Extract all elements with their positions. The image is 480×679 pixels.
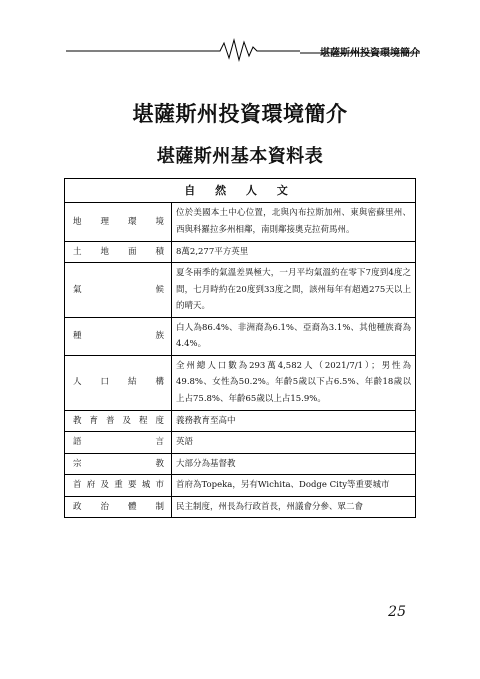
row-label: 土地面積 — [65, 241, 172, 263]
row-value: 首府為Topeka，另有Wichita、Dodge City等重要城市 — [172, 475, 416, 497]
row-label: 宗教 — [65, 453, 172, 475]
row-value: 8萬2,277平方英里 — [172, 241, 416, 263]
basic-info-table — [64, 178, 416, 518]
table-row — [65, 241, 416, 263]
row-label: 氣候 — [65, 263, 172, 318]
row-value: 民主制度，州長為行政首長，州議會分參、眾二會 — [172, 496, 416, 518]
table-row — [65, 410, 416, 432]
row-value: 位於美國本土中心位置，北與內布拉斯加州、東與密蘇里州、西與科羅拉多州相鄰，南則鄰接奧克拉荷馬州。 — [172, 203, 416, 241]
row-label: 首府及重要城市 — [65, 475, 172, 497]
row-value: 白人為86.4%、非洲裔為6.1%、亞裔為3.1%、其他種族裔為4.4%。 — [172, 317, 416, 355]
table-row — [65, 453, 416, 475]
row-label: 語言 — [65, 432, 172, 454]
running-header-title: 堪薩斯州投資環境簡介 — [320, 48, 420, 59]
table-row — [65, 317, 416, 355]
section-header: 自 然 人 文 — [65, 179, 416, 203]
page-number: 25 — [388, 604, 406, 620]
row-label: 地理環境 — [65, 203, 172, 241]
table-header-row — [65, 179, 416, 203]
row-label: 教育普及程度 — [65, 410, 172, 432]
table-row — [65, 203, 416, 241]
table-row — [65, 496, 416, 518]
row-value: 夏冬兩季的氣溫差異極大，一月平均氣溫約在零下7度到4度之間，七月時約在20度到33度之間，該州每年有超過275天以上的晴天。 — [172, 263, 416, 318]
row-value: 英語 — [172, 432, 416, 454]
heartbeat-line-icon — [0, 0, 480, 70]
table-row — [65, 355, 416, 410]
page-subtitle: 堪薩斯州基本資料表 — [156, 146, 324, 167]
row-value: 義務教育至高中 — [172, 410, 416, 432]
running-header — [0, 0, 480, 70]
page-title: 堪薩斯州投資環境簡介 — [132, 102, 348, 126]
row-label: 人口結構 — [65, 355, 172, 410]
row-value: 大部分為基督教 — [172, 453, 416, 475]
row-label: 種族 — [65, 317, 172, 355]
row-value: 全州總人口數為293萬4,582人（2021/7/1）；男性為49.8%、女性為50.2%。年齡5歲以下占6.5%、年齡18歲以上占75.8%、年齡65歲以上占15.9%。 — [172, 355, 416, 410]
row-label: 政治體制 — [65, 496, 172, 518]
table-row — [65, 432, 416, 454]
table-row — [65, 263, 416, 318]
table-row — [65, 475, 416, 497]
